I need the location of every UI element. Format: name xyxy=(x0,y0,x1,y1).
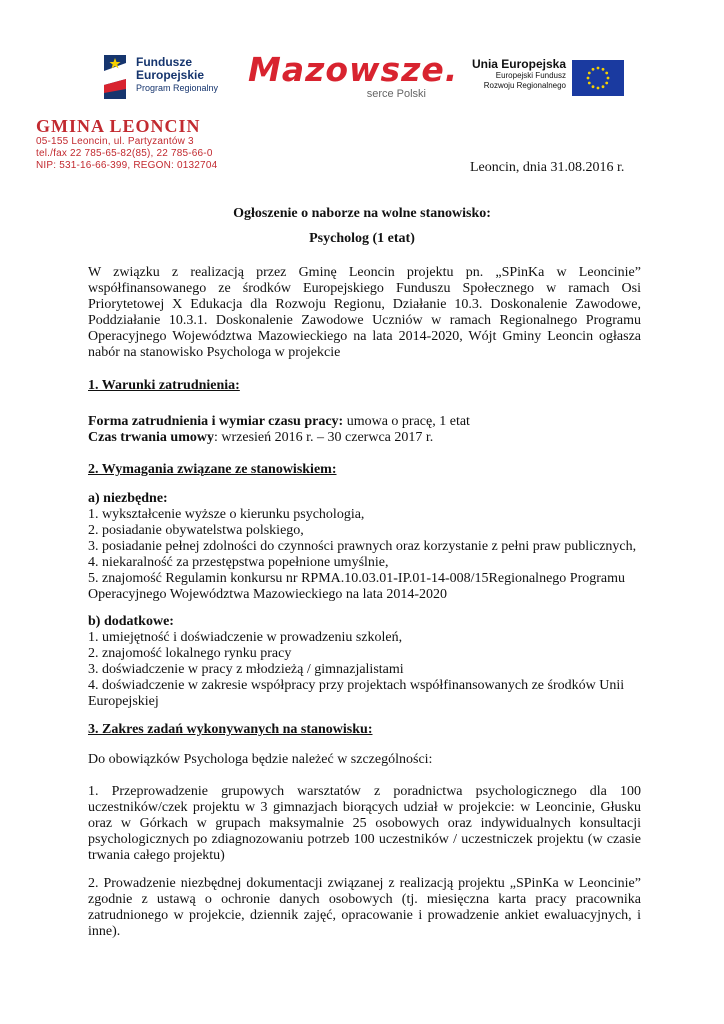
section-3-heading: 3. Zakres zadań wykonywanych na stanowisku: xyxy=(88,722,373,737)
mazowsze-tagline: serce Polski xyxy=(366,88,426,100)
list-item: Operacyjnego Województwa Mazowieckiego na lata 2014-2020 xyxy=(88,587,447,602)
list-item: Europejskiej xyxy=(88,694,159,709)
duty-paragraph-2: 2. Prowadzenie niezbędnej dokumentacji związanej z realizacją projektu „SPinKa w Leoncinie” zgodnie z ustawą o ochronie danych osobowych (tj. miesięczna karta pracy pracownika zatrudnionego w projekcie, dziennik zajęć, opracowanie i prowadzenie ankiet ewaluacyjnych, i inne). xyxy=(88,876,641,939)
stamp-address: 05-155 Leoncin, ul. Partyzantów 3 xyxy=(36,136,194,147)
mazowsze-logo xyxy=(248,50,459,102)
section-2-heading: 2. Wymagania związane ze stanowiskiem: xyxy=(88,462,337,477)
duties-intro: Do obowiązków Psychologa będzie należeć w szczególności: xyxy=(88,752,433,767)
fe-line2: Europejskie xyxy=(136,68,205,82)
section-1-heading: 1. Warunki zatrudnienia: xyxy=(88,378,240,393)
mazowsze-wordmark: Mazowsze. xyxy=(248,50,459,89)
duty-paragraph-1: 1. Przeprowadzenie grupowych warsztatów z poradnictwa psychologicznego dla 100 uczestników/czek projektu w 3 gimnazjach biorących udział w projekcie: w Leoncinie, Głusku oraz w Górkach w grupach maksymalnie 25 osobowych oraz indywidualnych konsultacji psychologicznych po zdiagnozowaniu potrzeb 100 uczestników / uczestniczek projektu (w czasie trwania całego projektu) xyxy=(88,784,641,863)
position-heading: Psycholog (1 etat) xyxy=(309,231,415,246)
employment-form-line xyxy=(88,414,470,430)
list-item: 3. posiadanie pełnej zdolności do czynności prawnych oraz korzystanie z pełni praw publicznych, xyxy=(88,539,637,554)
employment-form-label: Forma zatrudnienia i wymiar czasu pracy: xyxy=(88,414,344,429)
ue-line1: Europejski Fundusz xyxy=(495,71,566,80)
gmina-stamp xyxy=(36,116,266,172)
optional-heading: b) dodatkowe: xyxy=(88,614,174,629)
announcement-heading: Ogłoszenie o naborze na wolne stanowisko: xyxy=(233,206,491,221)
document-date: Leoncin, dnia 31.08.2016 r. xyxy=(470,160,625,175)
list-item: 1. umiejętność i doświadczenie w prowadzeniu szkoleń, xyxy=(88,630,403,645)
ue-line2: Rozwoju Regionalnego xyxy=(483,81,566,90)
contract-duration-label: Czas trwania umowy xyxy=(88,430,214,445)
intro-paragraph: W związku z realizacją przez Gminę Leoncin projektu pn. „SPinKa w Leoncinie” współfinansowanego ze środków Europejskiego Funduszu Społecznego w ramach Osi Priorytetowej X Edukacja dla Rozwoju Regionu, Działanie 10.3. Doskonalenie Zawodowe, Poddziałanie 10.3.1. Doskonalenie Zawodowe Uczniów w ramach Regionalnego Programu Operacyjnego Województwa Mazowieckiego na lata 2014-2020, Wójt Gminy Leoncin ogłasza nabór na stanowisko Psychologa w projekcie xyxy=(88,265,641,360)
stamp-phone: tel./fax 22 785-65-82(85), 22 785-66-0 xyxy=(36,148,213,159)
stamp-title: GMINA LEONCIN xyxy=(36,116,201,136)
eu-flag-icon xyxy=(572,60,624,96)
list-item: 5. znajomość Regulamin konkursu nr RPMA.10.03.01-IP.01-14-008/15Regionalnego Programu xyxy=(88,571,626,586)
stamp-ids: NIP: 531-16-66-399, REGON: 0132704 xyxy=(36,160,218,171)
fundusze-europejskie-logo xyxy=(104,55,229,101)
list-item: 2. znajomość lokalnego rynku pracy xyxy=(88,646,292,661)
list-item: 3. doświadczenie w pracy z młodzieżą / gimnazjalistami xyxy=(88,662,404,677)
unia-europejska-logo xyxy=(468,57,628,99)
employment-form-value: umowa o pracę, 1 etat xyxy=(343,414,470,429)
list-item: 4. doświadczenie w zakresie współpracy przy projektach współfinansowanych ze środków Unii xyxy=(88,678,625,693)
list-item: 4. niekaralność za przestępstwa popełnione umyślnie, xyxy=(88,555,389,570)
contract-duration-line xyxy=(88,430,433,446)
contract-duration-value: : wrzesień 2016 r. – 30 czerwca 2017 r. xyxy=(214,430,434,445)
required-heading: a) niezbędne: xyxy=(88,491,168,506)
fe-line1: Fundusze xyxy=(136,55,192,69)
fe-flag-icon xyxy=(104,55,126,99)
list-item: 2. posiadanie obywatelstwa polskiego, xyxy=(88,523,304,538)
ue-title: Unia Europejska xyxy=(471,57,566,71)
fe-line3: Program Regionalny xyxy=(136,83,219,93)
list-item: 1. wykształcenie wyższe o kierunku psychologia, xyxy=(88,507,365,522)
